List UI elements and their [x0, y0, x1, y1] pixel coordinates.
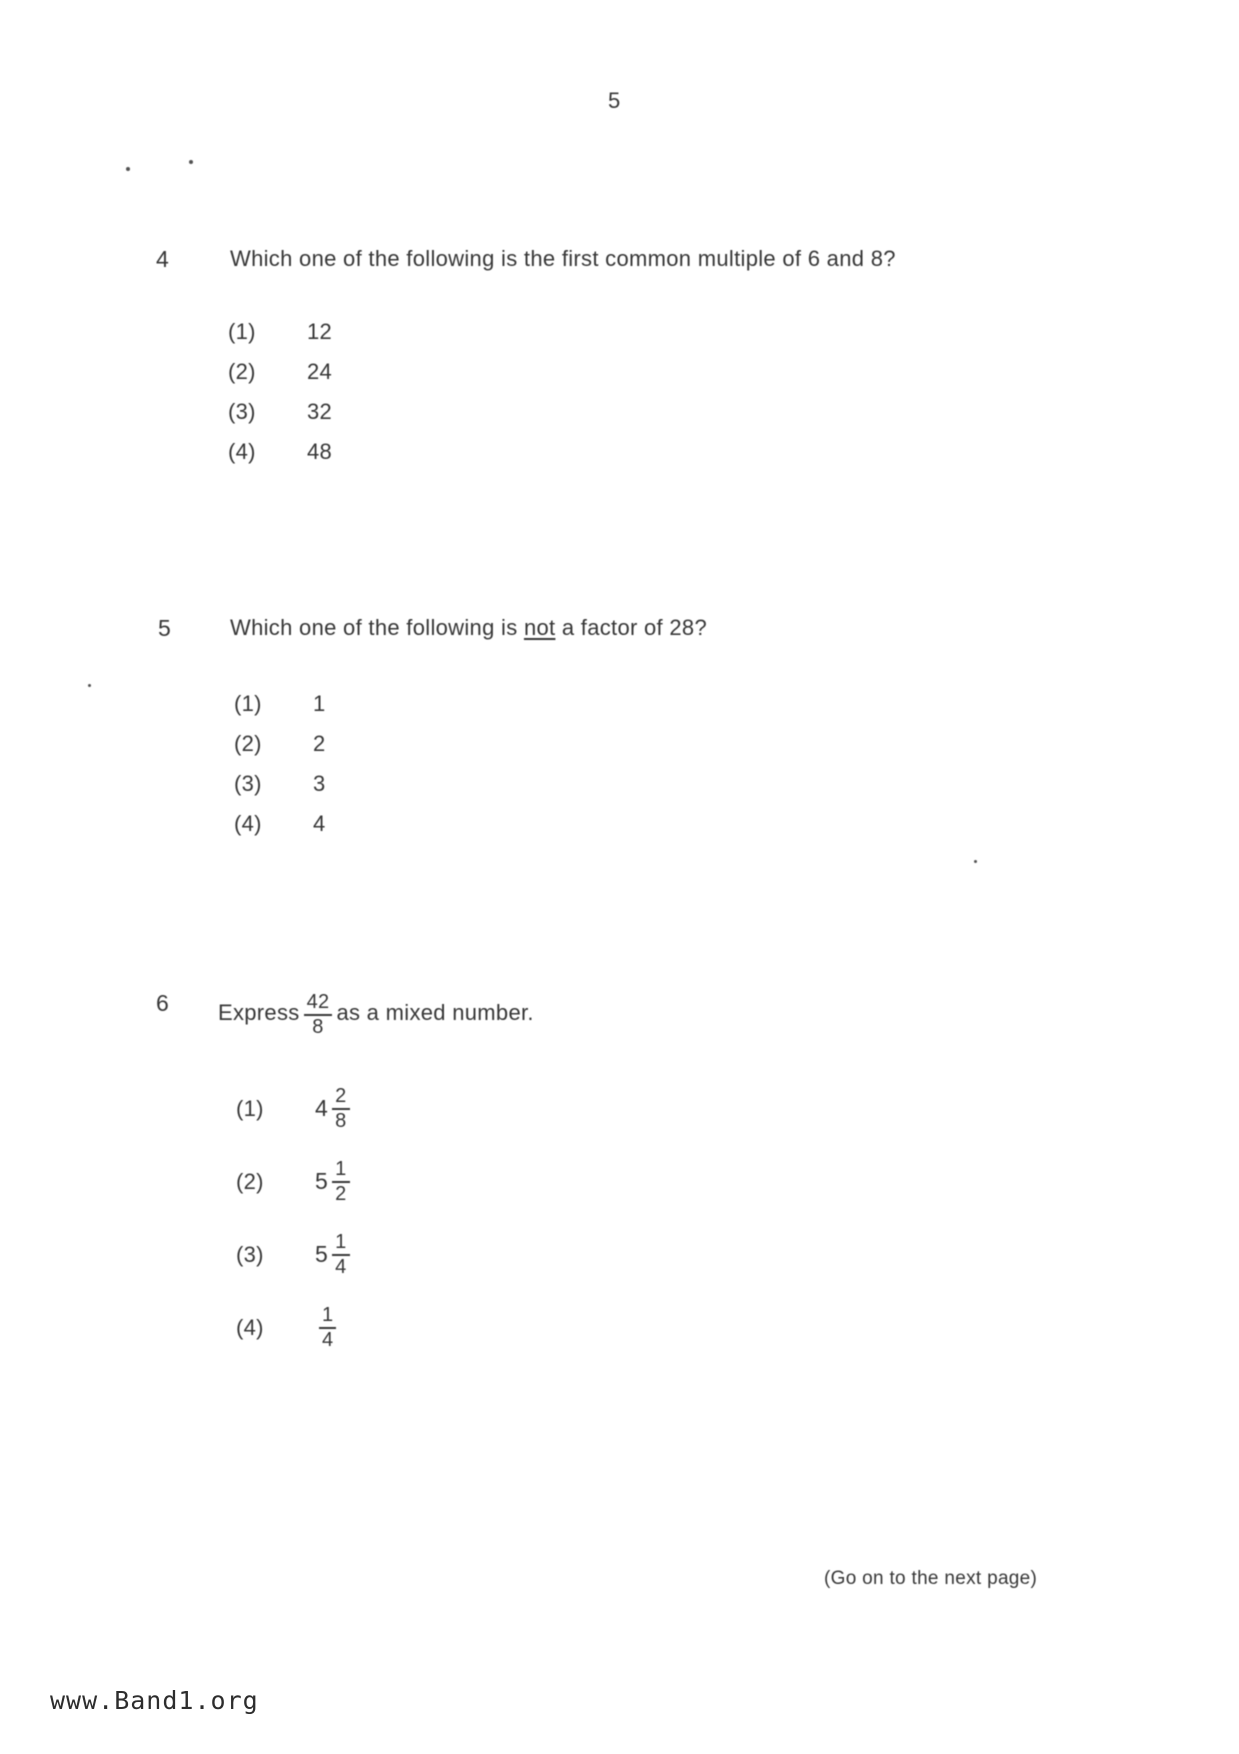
option-label: (4) [228, 439, 256, 464]
question-6-text-after: as a mixed number. [336, 1000, 534, 1025]
q6-option-4 [236, 1291, 354, 1364]
option-label: (3) [236, 1241, 264, 1267]
fraction-denominator: 4 [322, 1328, 334, 1351]
scan-artifact [126, 167, 130, 171]
fraction-numerator: 2 [332, 1086, 349, 1110]
fraction-numerator: 42 [304, 992, 333, 1016]
option-label: (4) [236, 1314, 264, 1340]
option-value: 4 [313, 811, 326, 836]
scan-artifact [189, 160, 193, 164]
mixed-fraction [319, 1305, 336, 1351]
option-label: (3) [228, 399, 256, 424]
fraction-denominator: 8 [312, 1016, 324, 1038]
question-5-text-before: Which one of the following is [230, 615, 524, 640]
page-number: 5 [608, 88, 621, 113]
question-5-options [234, 684, 326, 844]
fraction-numerator: 1 [332, 1159, 349, 1183]
q4-option-2 [228, 352, 332, 392]
option-value [315, 1159, 354, 1205]
fraction-numerator: 1 [319, 1305, 336, 1329]
question-4-number: 4 [156, 246, 170, 272]
watermark: www.Band1.org [50, 1686, 259, 1715]
fraction-denominator: 4 [335, 1255, 347, 1278]
option-value [315, 1305, 340, 1351]
option-value: 1 [313, 691, 326, 716]
option-value [315, 1086, 354, 1132]
q5-option-4 [234, 804, 326, 844]
q6-option-1 [236, 1072, 354, 1145]
scan-artifact [88, 684, 91, 687]
option-value: 3 [313, 771, 326, 796]
question-5-number: 5 [158, 615, 172, 641]
option-label: (2) [228, 359, 256, 384]
mixed-whole: 5 [315, 1168, 329, 1194]
fraction-denominator: 2 [335, 1182, 347, 1205]
option-value: 48 [307, 439, 333, 464]
question-4-text: Which one of the following is the first common multiple of 6 and 8? [230, 246, 896, 271]
option-label: (1) [234, 691, 262, 716]
question-6-options [236, 1072, 354, 1364]
option-value: 2 [313, 731, 326, 756]
continue-note: (Go on to the next page) [824, 1568, 1038, 1589]
mixed-fraction [332, 1232, 349, 1278]
option-label: (1) [228, 319, 256, 344]
fraction-denominator: 8 [335, 1109, 347, 1132]
question-6-number: 6 [156, 990, 170, 1016]
option-value: 32 [307, 399, 333, 424]
mixed-whole: 4 [315, 1095, 329, 1121]
option-label: (2) [236, 1168, 264, 1194]
question-5-underlined-word: not [523, 615, 556, 640]
question-6-text [218, 990, 534, 1036]
option-label: (2) [234, 731, 262, 756]
q5-option-3 [234, 764, 326, 804]
scan-artifact [974, 860, 977, 863]
mixed-fraction [332, 1086, 349, 1132]
q4-option-3 [228, 392, 332, 432]
question-5-text [230, 615, 707, 641]
question-4-options [228, 312, 332, 472]
q4-option-1 [228, 312, 332, 352]
q5-option-1 [234, 684, 326, 724]
q5-option-2 [234, 724, 326, 764]
fraction-numerator: 1 [332, 1232, 349, 1256]
option-label: (3) [234, 771, 262, 796]
mixed-whole: 5 [315, 1241, 329, 1267]
q6-option-3 [236, 1218, 354, 1291]
question-6-text-before: Express [218, 1000, 300, 1025]
q6-option-2 [236, 1145, 354, 1218]
option-value: 24 [307, 359, 333, 384]
q4-option-4 [228, 432, 332, 472]
option-label: (1) [236, 1095, 264, 1121]
option-value: 12 [307, 319, 333, 344]
option-label: (4) [234, 811, 262, 836]
question-6-fraction [304, 992, 333, 1038]
question-5-text-after: a factor of 28? [555, 615, 707, 640]
mixed-fraction [332, 1159, 349, 1205]
option-value [315, 1232, 354, 1278]
